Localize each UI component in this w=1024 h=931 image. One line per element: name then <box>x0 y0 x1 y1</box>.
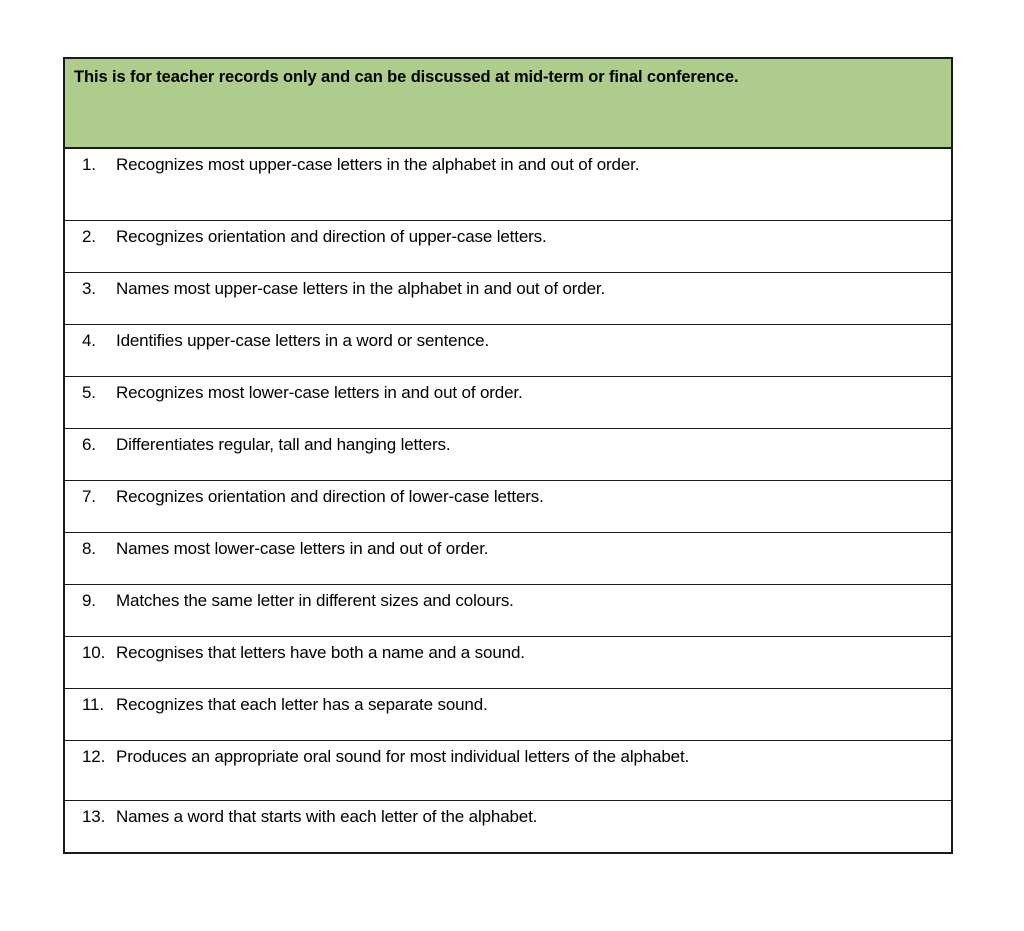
table-row <box>64 273 952 325</box>
checklist-item-cell-4 <box>64 325 952 377</box>
checklist-item-text: Names most upper-case letters in the alphabet in and out of order. <box>116 279 606 298</box>
checklist-banner-text: This is for teacher records only and can be discussed at mid-term or final conference. <box>64 58 952 148</box>
table-row <box>64 801 952 854</box>
checklist-item-cell-2 <box>64 221 952 273</box>
table-row <box>64 429 952 481</box>
table-row <box>64 741 952 801</box>
table-row <box>64 585 952 637</box>
table-row <box>64 377 952 429</box>
checklist-item-cell-13 <box>64 801 952 854</box>
checklist-item-text: Recognizes orientation and direction of upper-case letters. <box>116 227 547 246</box>
checklist-item-cell-10 <box>64 637 952 689</box>
checklist-item-number: 8. <box>82 539 96 558</box>
checklist-item-number: 1. <box>82 155 96 174</box>
checklist-item-text: Produces an appropriate oral sound for most individual letters of the alphabet. <box>116 747 690 766</box>
table-row <box>64 637 952 689</box>
checklist-header-row <box>64 58 952 148</box>
checklist-item-number: 4. <box>82 331 96 350</box>
checklist-item-cell-6 <box>64 429 952 481</box>
checklist-item-text: Recognizes orientation and direction of lower-case letters. <box>116 487 544 506</box>
checklist-item-text: Recognizes that each letter has a separate sound. <box>116 695 488 714</box>
checklist-item-number: 3. <box>82 279 96 298</box>
checklist-item-text: Recognizes most upper-case letters in the alphabet in and out of order. <box>116 155 640 174</box>
table-row <box>64 221 952 273</box>
checklist-item-number: 5. <box>82 383 96 402</box>
checklist-item-cell-11 <box>64 689 952 741</box>
checklist-item-number: 10. <box>82 643 106 662</box>
checklist-item-cell-9 <box>64 585 952 637</box>
table-row <box>64 148 952 221</box>
checklist-item-cell-12 <box>64 741 952 801</box>
checklist-item-number: 7. <box>82 487 96 506</box>
checklist-table-body <box>64 58 952 853</box>
table-row <box>64 533 952 585</box>
checklist-item-number: 12. <box>82 747 106 766</box>
checklist-item-cell-7 <box>64 481 952 533</box>
checklist-item-number: 2. <box>82 227 96 246</box>
checklist-item-cell-5 <box>64 377 952 429</box>
checklist-item-number: 6. <box>82 435 96 454</box>
checklist-item-text: Differentiates regular, tall and hanging letters. <box>116 435 451 454</box>
checklist-item-number: 9. <box>82 591 96 610</box>
checklist-item-text: Matches the same letter in different sizes and colours. <box>116 591 514 610</box>
checklist-item-cell-1 <box>64 148 952 221</box>
checklist-item-text: Identifies upper-case letters in a word or sentence. <box>116 331 490 350</box>
checklist-item-number: 13. <box>82 807 106 826</box>
checklist-item-text: Recognizes most lower-case letters in and out of order. <box>116 383 523 402</box>
checklist-item-text: Recognises that letters have both a name and a sound. <box>116 643 525 662</box>
checklist-item-number: 11. <box>82 695 104 714</box>
teacher-records-checklist-table <box>63 57 953 854</box>
checklist-item-cell-3 <box>64 273 952 325</box>
table-row <box>64 689 952 741</box>
checklist-item-cell-8 <box>64 533 952 585</box>
checklist-item-text: Names a word that starts with each letter of the alphabet. <box>116 807 538 826</box>
checklist-item-text: Names most lower-case letters in and out of order. <box>116 539 489 558</box>
table-row <box>64 481 952 533</box>
table-row <box>64 325 952 377</box>
